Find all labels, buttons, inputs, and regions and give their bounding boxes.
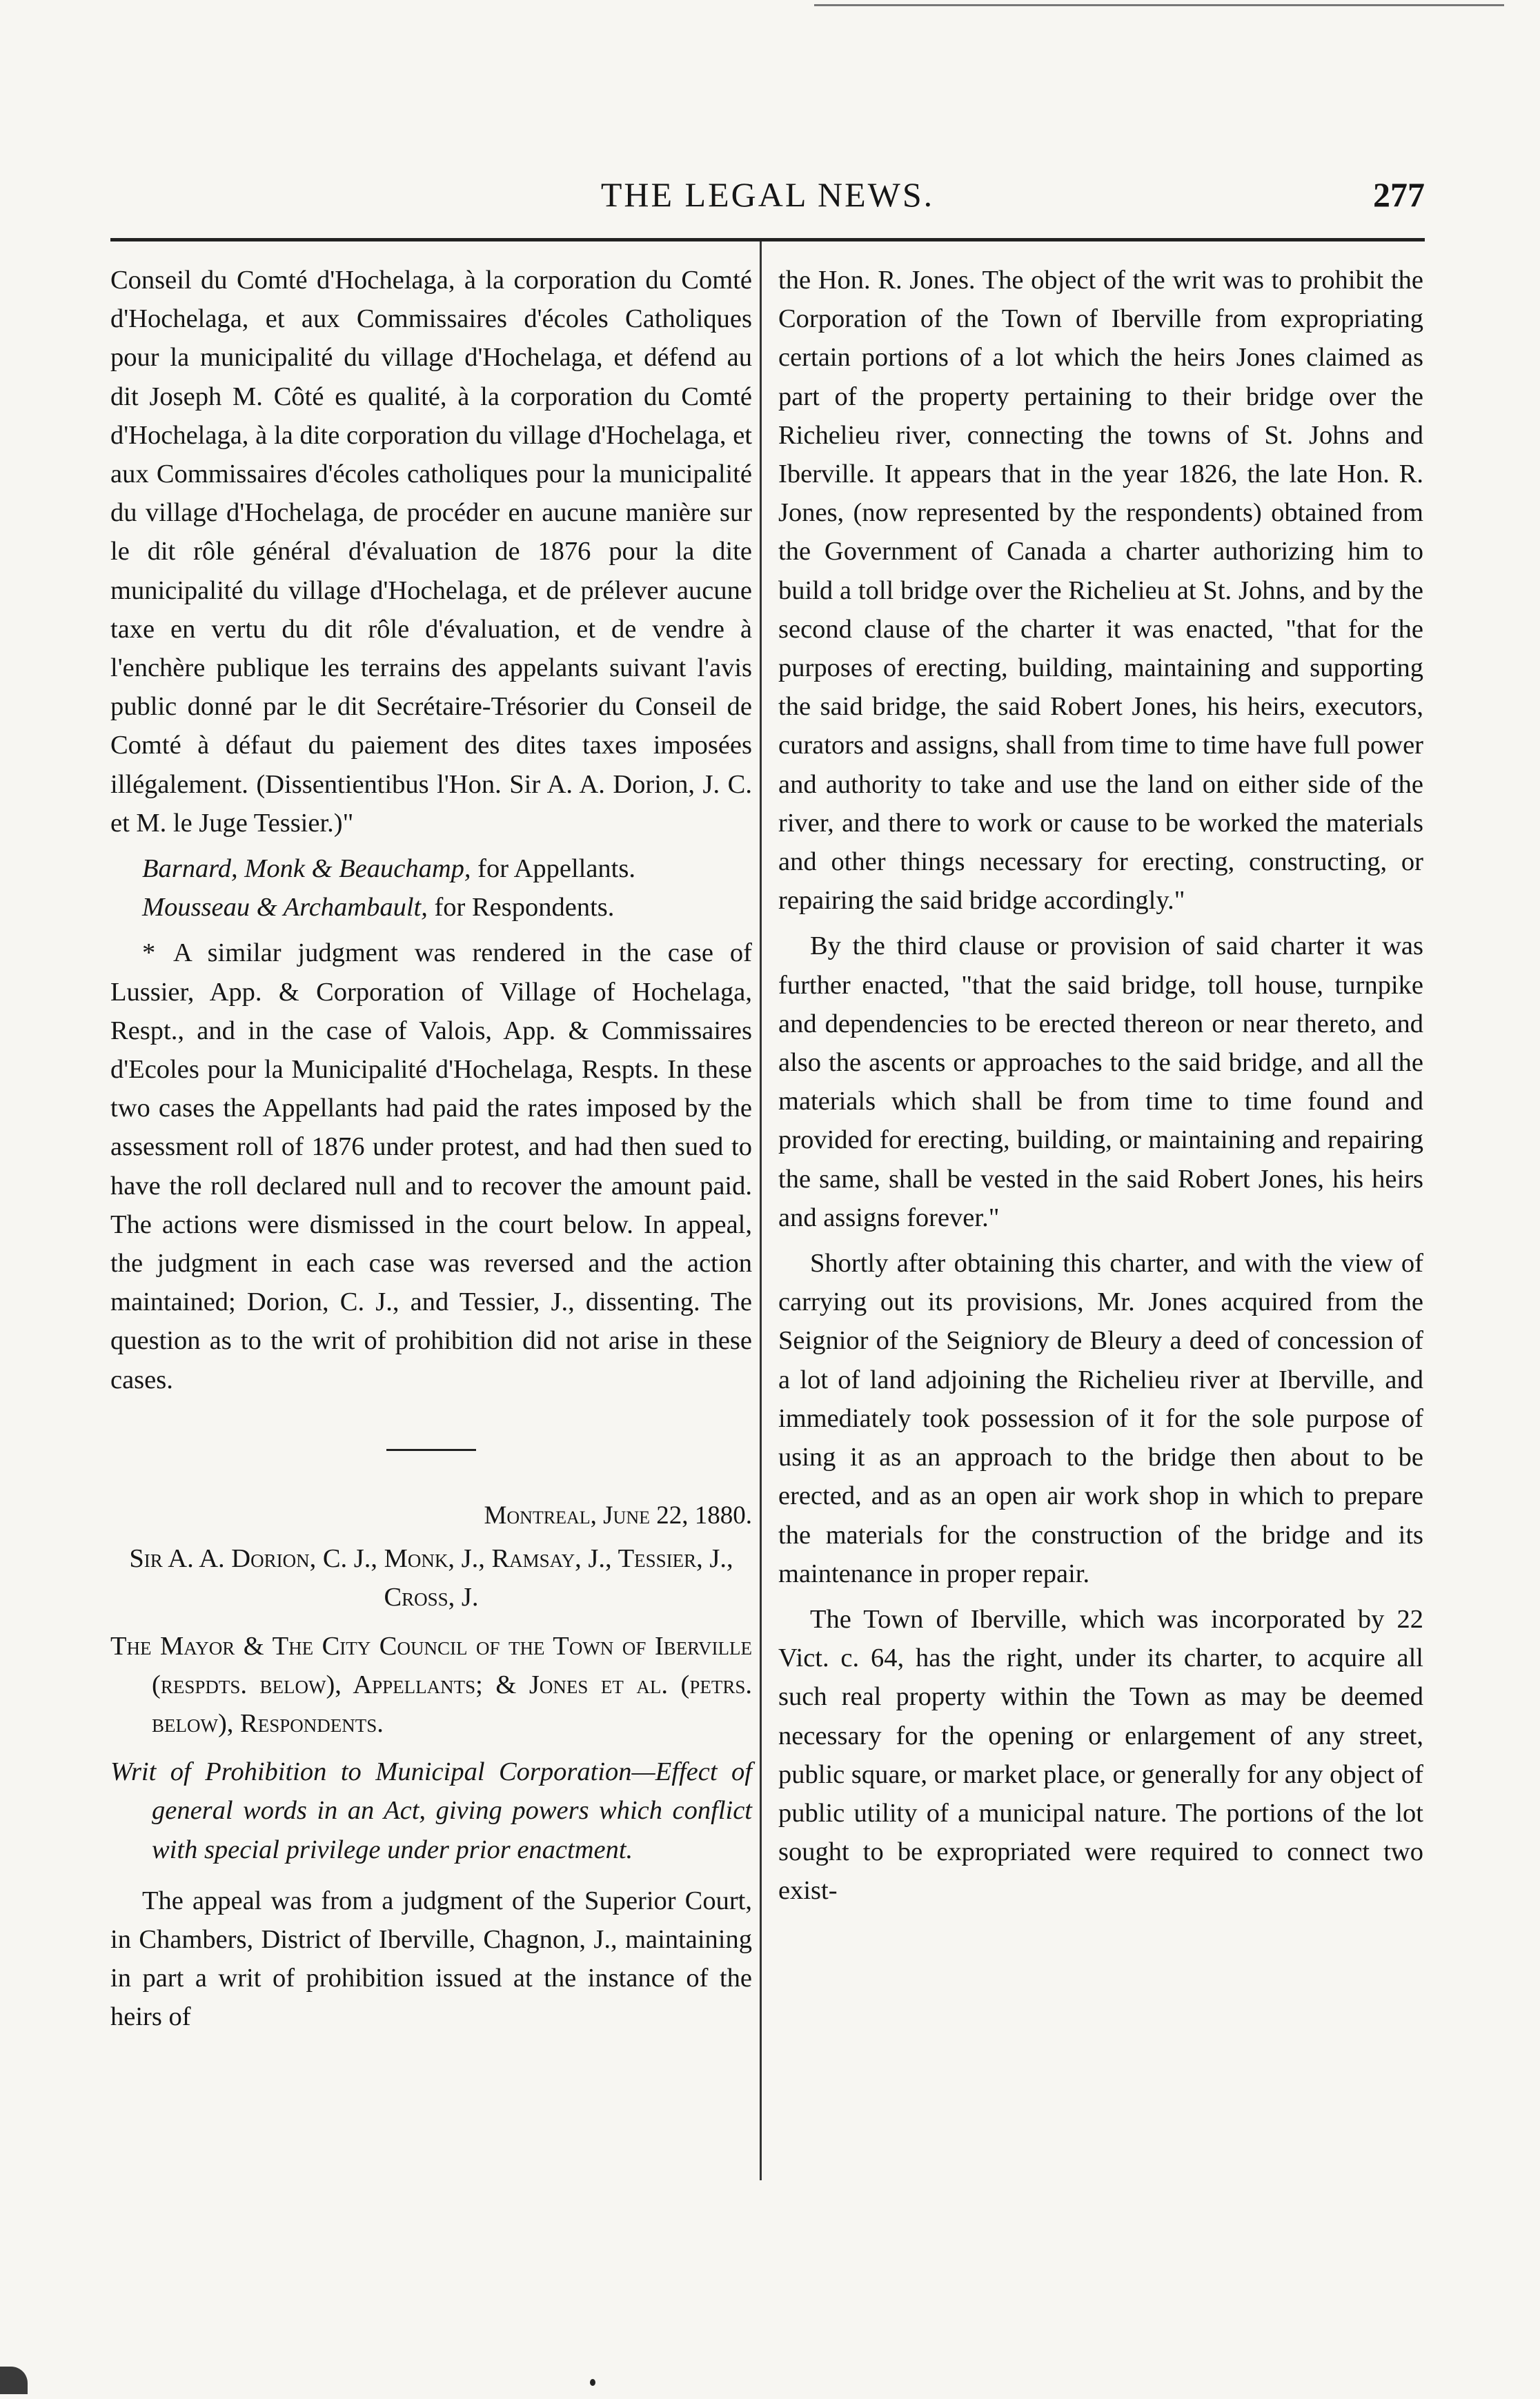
top-edge-rule: [814, 4, 1504, 6]
bench-judges: Sir A. A. Dorion, C. J., Monk, J., Ramsay, J., Tessier, J., Cross, J.: [129, 1544, 733, 1612]
note-marker: *: [142, 938, 159, 968]
paragraph-writ-object: the Hon. R. Jones. The object of the writ was to prohibit the Corporation of the Town of Iberville from expropriating certain portions of a lot which the heirs Jones claimed as part of the property pertaining to their bridge over the Richelieu river, connecting the towns of St. Johns and Iberville. It appears that in the year 1826, the late Hon. R. Jones, (now represented by the respondents) obtained from the Government of Canada a charter authorizing him to build a toll bridge over the Richelieu at St. Johns, and by the second clause of the charter it was enacted, "that for the purposes of erecting, building, maintaining and supporting the said bridge, the said Robert Jones, his heirs, executors, curators and assigns, shall from time to time have full power and authority to take and use the land on either side of the river, and there to work or cause to be worked the materials and other things necessary for erecting, constructing, or repairing the said bridge accordingly.": [778, 266, 1423, 916]
counsel-respondents-role: for Respondents.: [434, 893, 615, 922]
paragraph-concession: Shortly after obtaining this charter, and with the view of carrying out its provisions, Mr. Jones acquired from the Seignior of the Seigniory de Bleury a deed of concession of a lot of land adjoining the Richelieu river at Iberville, and immediately took possession of it for the sole purpose of using it as an approach to the bridge then about to be erected, and as an open air work shop in which to prepare the materials for the construction of the bridge and its maintenance in proper repair.: [778, 1249, 1423, 1588]
counsel-appellants-role: for Appellants.: [477, 854, 635, 884]
paragraph-judgment-text: Conseil du Comté d'Hochelaga, à la corporation du Comté d'Hochelaga, et aux Commissaires d'écoles Catholiques pour la municipalité du village d'Hochelaga, et défend au dit Joseph M. Côté es qualité, à la corporation du Comté d'Hochelaga, à la dite corporation du village d'Hochelaga, et aux Commissaires d'écoles catholiques pour la municipalité du village d'Hochelaga, de procéder en aucune manière sur le dit rôle général d'évaluation de 1876 pour la dite municipalité du village d'Hochelaga, et de prélever aucune taxe en vertu du dit rôle d'évaluation, et de vendre à l'enchère publique les terrains des appelants suivant l'avis public donné par le dit Secrétaire-Trésorier du Conseil de Comté à défaut du paiement des dites taxes imposées illégalement. (Dissentientibus l'Hon. Sir A. A. Dorion, J. C. et M. le Juge Tessier.)": [110, 266, 752, 838]
section-separator: [386, 1449, 476, 1451]
paragraph-appeal: The appeal was from a judgment of the Superior Court, in Chambers, District of Iberville, Chagnon, J., maintaining in part a writ of prohibition issued at the instance of the heirs of: [110, 1886, 752, 2032]
case-headnote: Writ of Prohibition to Municipal Corporation—Effect of general words in an Act, giving powers which conflict with special privilege under prior enactment.: [110, 1757, 752, 1864]
column-divider: [760, 241, 762, 2180]
editorial-note: [110, 934, 752, 1399]
ink-speck: [590, 2379, 595, 2386]
left-column: [110, 261, 752, 2037]
note-text: A similar judgment was rendered in the case of Lussier, App. & Corporation of Village of Hochelaga, Respt., and in the case of Valois, App. & Commissaires d'Ecoles pour la Municipalité d'Hochelaga, Respts. In these two cases the Appellants had paid the rates imposed by the assessment roll of 1876 under protest, and had then sued to have the roll declared null and to recover the amount paid. The actions were dismissed in the court below. In appeal, the judgment in each case was reversed and the action maintained; Dorion, C. J., and Tessier, J., dissenting. The question as to the writ of prohibition did not arise in these cases.: [110, 938, 752, 1394]
counsel-appellants: [110, 849, 752, 888]
corner-blot: [0, 2367, 28, 2394]
running-title: THE LEGAL NEWS.: [600, 175, 935, 214]
counsel-respondents-names: Mousseau & Archambault,: [142, 893, 428, 922]
case-parties: The Mayor & The City Council of the Town of Iberville (respdts. below), Appellants; & Jones et al. (petrs. below), Respondents.: [110, 1631, 752, 1738]
case-dateline: Montreal, June 22, 1880.: [484, 1501, 752, 1530]
counsel-appellants-names: Barnard, Monk & Beauchamp,: [142, 854, 471, 884]
paragraph-town-iberville: The Town of Iberville, which was incorporated by 22 Vict. c. 64, has the right, under its charter, to acquire all such real property within the Town as may be deemed necessary for the opening or enlargement of any street, public square, or market place, or generally for any object of public utility of a municipal nature. The portions of the lot sought to be expropriated were required to connect two exist-: [778, 1604, 1423, 1906]
right-column: [778, 261, 1423, 1911]
counsel-respondents: [110, 888, 752, 927]
page-number: 277: [1373, 175, 1425, 214]
page-header: [110, 169, 1425, 231]
paragraph-third-clause: By the third clause or provision of said charter it was further enacted, "that the said bridge, toll house, turnpike and dependencies to be erected thereon or near thereto, and also the ascents or approaches to the said bridge, and all the materials which shall be from time to time found and provided for erecting, building, or maintaining and repairing the same, shall be vested in the said Robert Jones, his heirs and assigns forever.": [778, 931, 1423, 1232]
header-rule: [110, 238, 1425, 241]
